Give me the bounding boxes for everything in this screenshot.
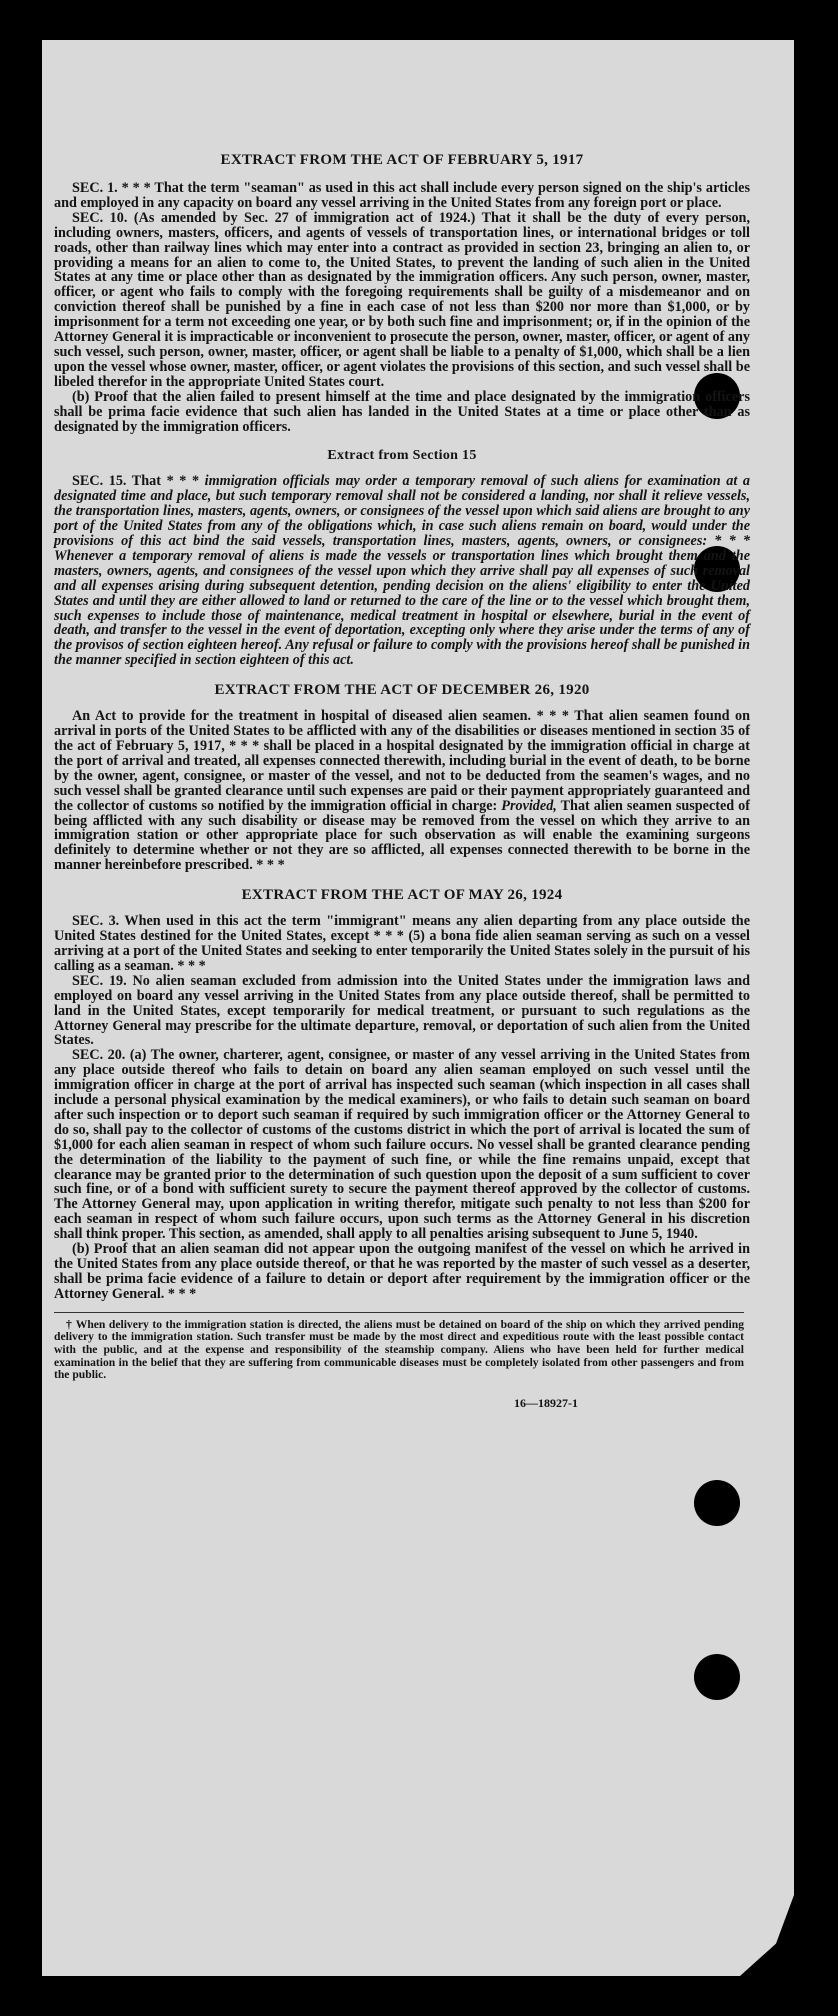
- act-1920-text-2: That alien seamen suspected of being afflicted with any such disability or disease may be removed from the vessel on which they arrive to an immigration station or other appropriate place for such observation as will enable the examining surgeons definitely to determine whether or not they are so afflicted, all expenses connected therewith to be borne in the manner hereinbefore prescribed. * * *: [54, 797, 750, 874]
- sec-19-paragraph: SEC. 19. No alien seaman excluded from admission into the United States under the immigration laws and employed on board any vessel arriving in the United States from any place outside thereof, shall be permitted to land in the United States, except temporarily for medical treatment, or pursuant to such regulations as the Attorney General may prescribe for the ultimate departure, removal, or deportation of such alien from the United States.: [54, 972, 750, 1049]
- footnote-text: † When delivery to the immigration station is directed, the aliens must be detained on board of the ship on which they arrived pending delivery to the immigration station. Such transfer must be made by the most direct and expeditious route with the least possible contact with the public, and at the expense and responsibility of the steamship company. Aliens who have been held for further medical examination in the belief that they are suffering from communicable diseases must be completely isolated from other passengers and from the public.: [54, 1317, 744, 1382]
- document-page: [42, 40, 794, 1976]
- punch-hole-3: [694, 1480, 740, 1526]
- sec-10-paragraph: SEC. 10. (As amended by Sec. 27 of immigration act of 1924.) That it shall be the duty of every person, including owners, masters, officers, and agents of vessels of transportation lines, or international bridges or toll roads, other than railway lines which may enter into a contract as provided in section 23, bringing an alien to, or providing a means for an alien to come to, the United States, to prevent the landing of such alien in the United States at any time or place other than as designated by the immigration officers. Any such person, owner, master, officer, or agent who fails to comply with the foregoing requirements shall be guilty of a misdemeanor and on conviction thereof shall be punished by a fine in each case of not less than $200 nor more than $1,000, or by imprisonment for a term not exceeding one year, or by both such fine and imprisonment; or, if in the opinion of the Attorney General it is impracticable or inconvenient to prosecute the person, owner, master, officer, or agent of any such vessel, such person, owner, master, officer, or agent shall be liable to a penalty of $1,000, which shall be a lien upon the vessel whose owner, master, officer, or agent violates the provisions of this section, and such vessel shall be libeled therefor in the appropriate United States court.: [54, 209, 750, 390]
- sec-1-paragraph: SEC. 1. * * * That the term "seaman" as used in this act shall include every person signed on the ship's articles and employed in any capacity on board any vessel arriving in the United States from any foreign port or place.: [54, 180, 750, 211]
- sec-15-paragraph: [54, 474, 750, 668]
- sec-20b-paragraph: (b) Proof that an alien seaman did not appear upon the outgoing manifest of the vessel on which he arrived in the United States from any place outside thereof, or that he was reported by the master of such vessel as a deserter, shall be prima facie evidence of a failure to detain or deport after requirement by the immigration officer or the Attorney General. * * *: [54, 1241, 750, 1302]
- sec-10b-paragraph: (b) Proof that the alien failed to present himself at the time and place designated by the immigration officers shall be prima facie evidence that such alien has landed in the United States at a time or place other than as designated by the immigration officers.: [54, 388, 750, 435]
- act-1920-text-1: An Act to provide for the treatment in hospital of diseased alien seamen. * * * That alien seamen found on arrival in ports of the United States to be afflicted with any of the disabilities or diseases mentioned in section 35 of the act of February 5, 1917, * * * shall be placed in a hospital designated by the immigration official in charge at the port of arrival and treated, all expenses connected therewith, including burial in the event of death, to be borne by the owner, agent, consignee, or master of the vessel, and not to be deducted from the seamen's wages, and no such vessel shall be granted clearance until such expenses are paid or their payment appropriately guaranteed and the collector of customs so notified by the immigration official in charge:: [54, 708, 750, 814]
- document-body: [54, 60, 750, 1411]
- heading-act-1920: EXTRACT FROM THE ACT OF DECEMBER 26, 1920: [214, 682, 590, 699]
- heading-section-15: Extract from Section 15: [327, 448, 477, 464]
- torn-corner: [734, 1895, 794, 1976]
- heading-act-1917: EXTRACT FROM THE ACT OF FEBRUARY 5, 1917: [220, 152, 584, 168]
- sec-15-lead: SEC. 15. That * * *: [72, 473, 205, 490]
- provided-word: Provided,: [501, 797, 557, 814]
- punch-hole-4: [694, 1654, 740, 1700]
- heading-act-1924: EXTRACT FROM THE ACT OF MAY 26, 1924: [241, 887, 563, 904]
- sec-3-paragraph: SEC. 3. When used in this act the term "immigrant" means any alien departing from any place outside the United States destined for the United States, except * * * (5) a bona fide alien seaman serving as such on a vessel arriving at a port of the United States and seeking to enter temporarily the United States solely in the pursuit of his calling as a seaman. * * *: [54, 913, 750, 974]
- footnote-block: [54, 1312, 744, 1382]
- form-code: 16—18927-1: [514, 1395, 578, 1410]
- sec-15-text: immigration officials may order a temporary removal of such aliens for examination at a designated time and place, but such temporary removal shall not be considered a landing, nor shall it relieve vessels, the transportation lines, masters, agents, owners, or consignees of the vessel upon which said aliens are brought to any port of the United States from any of the obligations which, in case such aliens remain on board, would under the provisions of this act bind the said vessels, transportation lines, masters, agents, owners, or consignees: * * * Whenever a temporary removal of aliens is made the vessels or transportation lines which brought them and the masters, owners, agents, and consignees of the vessel upon which they arrive shall pay all expenses of such removal and all expenses arising during subsequent detention, pending decision on the aliens' eligibility to enter the United States and until they are either allowed to land or returned to the care of the line or to the vessel which brought them, such expenses to include those of maintenance, medical treatment in hospital or elsewhere, burial in the event of death, and transfer to the vessel in the event of deportation, excepting only where they arise under the terms of any of the provisos of section eighteen hereof. Any refusal or failure to comply with the provisions hereof shall be punished in the manner specified in section eighteen of this act.: [54, 473, 751, 669]
- act-1920-paragraph: [54, 709, 750, 873]
- sec-20-paragraph: SEC. 20. (a) The owner, charterer, agent, consignee, or master of any vessel arriving in the United States from any place outside thereof who fails to detain on board any alien seaman employed on such vessel until the immigration officer in charge at the port of arrival has inspected such seaman (which inspection in all cases shall include a personal physical examination by the medical examiners), or who fails to detain such seaman on board after such inspection or to deport such seaman if required by such immigration officer or the Attorney General to do so, shall pay to the collector of customs of the customs district in which the port of arrival is located the sum of $1,000 for each alien seaman in respect of whom such failure occurs. No vessel shall be granted clearance pending the determination of the liability to the payment of such fine, or while the fine remains unpaid, except that clearance may be granted prior to the determination of such question upon the deposit of a sum sufficient to cover such fine, or of a bond with sufficient surety to secure the payment thereof approved by the collector of customs. The Attorney General may, upon application in writing therefor, mitigate such penalty to not less than $200 for each seaman in respect of whom such failure occurs, upon such terms as the Attorney General in his discretion shall think proper. This section, as amended, shall apply to all penalties arising subsequent to June 5, 1940.: [54, 1047, 750, 1243]
